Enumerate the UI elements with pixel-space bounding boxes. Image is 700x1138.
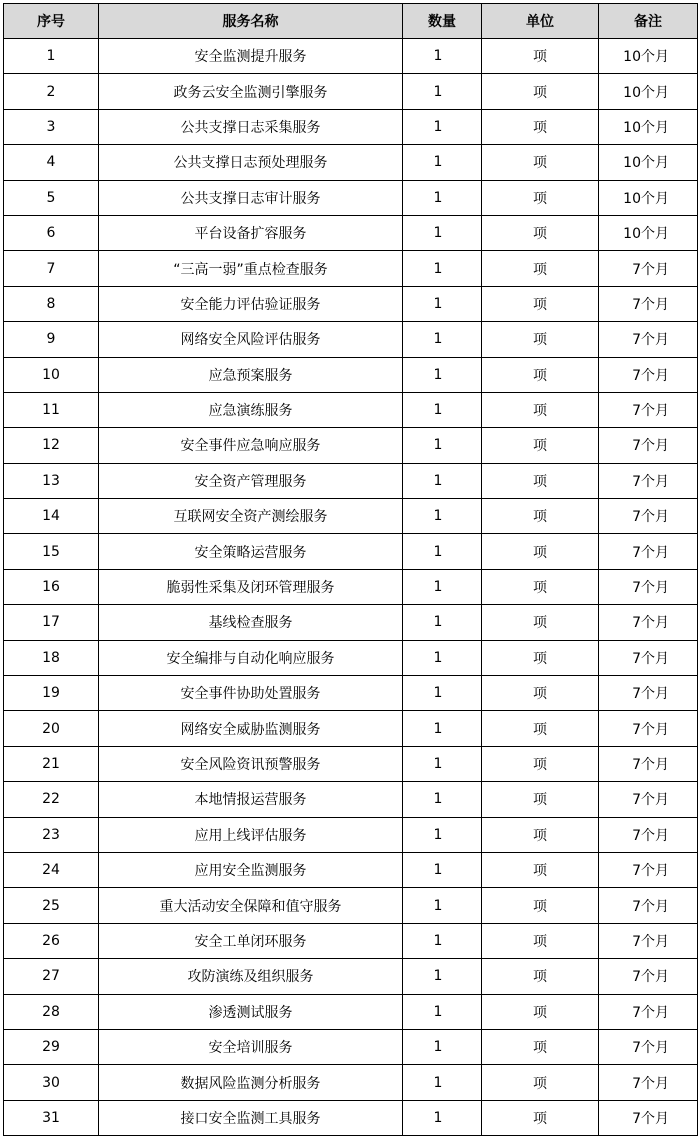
cell-quantity: 1 — [403, 1029, 482, 1064]
cell-quantity: 1 — [403, 959, 482, 994]
cell-service-name: 公共支撑日志采集服务 — [99, 109, 403, 144]
cell-service-name: 互联网安全资产测绘服务 — [99, 499, 403, 534]
cell-note: 7个月 — [599, 463, 698, 498]
cell-service-name: 政务云安全监测引擎服务 — [99, 74, 403, 109]
cell-unit: 项 — [482, 640, 599, 675]
cell-service-name: 安全工单闭环服务 — [99, 923, 403, 958]
cell-service-name: 安全事件协助处置服务 — [99, 676, 403, 711]
cell-quantity: 1 — [403, 392, 482, 427]
cell-no: 9 — [4, 322, 99, 357]
cell-quantity: 1 — [403, 923, 482, 958]
cell-unit: 项 — [482, 251, 599, 286]
cell-note: 7个月 — [599, 605, 698, 640]
cell-quantity: 1 — [403, 357, 482, 392]
cell-no: 13 — [4, 463, 99, 498]
cell-no: 5 — [4, 180, 99, 215]
cell-unit: 项 — [482, 782, 599, 817]
cell-service-name: 安全编排与自动化响应服务 — [99, 640, 403, 675]
table-row — [4, 74, 698, 109]
cell-no: 28 — [4, 994, 99, 1029]
cell-service-name: 公共支撑日志审计服务 — [99, 180, 403, 215]
cell-note: 7个月 — [599, 888, 698, 923]
table-row — [4, 39, 698, 74]
cell-no: 30 — [4, 1065, 99, 1100]
table-row — [4, 676, 698, 711]
table-row — [4, 852, 698, 887]
cell-quantity: 1 — [403, 1100, 482, 1135]
table-row — [4, 109, 698, 144]
cell-note: 7个月 — [599, 569, 698, 604]
cell-no: 1 — [4, 39, 99, 74]
cell-no: 12 — [4, 428, 99, 463]
cell-quantity: 1 — [403, 463, 482, 498]
cell-quantity: 1 — [403, 428, 482, 463]
table-row — [4, 923, 698, 958]
cell-unit: 项 — [482, 145, 599, 180]
cell-quantity: 1 — [403, 499, 482, 534]
cell-service-name: 安全监测提升服务 — [99, 39, 403, 74]
table-row — [4, 782, 698, 817]
cell-service-name: 网络安全风险评估服务 — [99, 322, 403, 357]
cell-unit: 项 — [482, 676, 599, 711]
table-row — [4, 286, 698, 321]
cell-note: 7个月 — [599, 357, 698, 392]
cell-no: 25 — [4, 888, 99, 923]
cell-unit: 项 — [482, 1065, 599, 1100]
header-qty: 数量 — [403, 4, 482, 39]
cell-unit: 项 — [482, 180, 599, 215]
cell-unit: 项 — [482, 711, 599, 746]
cell-service-name: 本地情报运营服务 — [99, 782, 403, 817]
cell-note: 7个月 — [599, 817, 698, 852]
cell-note: 7个月 — [599, 499, 698, 534]
cell-note: 7个月 — [599, 711, 698, 746]
cell-unit: 项 — [482, 357, 599, 392]
cell-unit: 项 — [482, 534, 599, 569]
cell-note: 7个月 — [599, 251, 698, 286]
cell-service-name: 公共支撑日志预处理服务 — [99, 145, 403, 180]
cell-service-name: 安全事件应急响应服务 — [99, 428, 403, 463]
cell-quantity: 1 — [403, 39, 482, 74]
cell-unit: 项 — [482, 852, 599, 887]
cell-note: 10个月 — [599, 145, 698, 180]
cell-note: 7个月 — [599, 428, 698, 463]
cell-service-name: 网络安全威胁监测服务 — [99, 711, 403, 746]
cell-no: 4 — [4, 145, 99, 180]
cell-unit: 项 — [482, 888, 599, 923]
cell-note: 7个月 — [599, 852, 698, 887]
cell-no: 15 — [4, 534, 99, 569]
cell-quantity: 1 — [403, 711, 482, 746]
cell-note: 7个月 — [599, 640, 698, 675]
cell-service-name: “三高一弱”重点检查服务 — [99, 251, 403, 286]
header-name: 服务名称 — [99, 4, 403, 39]
cell-unit: 项 — [482, 428, 599, 463]
service-table — [3, 3, 698, 1136]
cell-note: 7个月 — [599, 994, 698, 1029]
cell-unit: 项 — [482, 499, 599, 534]
table-row — [4, 605, 698, 640]
table-row — [4, 746, 698, 781]
cell-no: 18 — [4, 640, 99, 675]
cell-quantity: 1 — [403, 782, 482, 817]
table-row — [4, 180, 698, 215]
table-row — [4, 711, 698, 746]
table-row — [4, 322, 698, 357]
cell-unit: 项 — [482, 746, 599, 781]
table-row — [4, 463, 698, 498]
cell-quantity: 1 — [403, 322, 482, 357]
cell-service-name: 应急演练服务 — [99, 392, 403, 427]
cell-no: 26 — [4, 923, 99, 958]
cell-note: 10个月 — [599, 74, 698, 109]
cell-service-name: 应急预案服务 — [99, 357, 403, 392]
table-row — [4, 534, 698, 569]
cell-service-name: 应用上线评估服务 — [99, 817, 403, 852]
cell-service-name: 渗透测试服务 — [99, 994, 403, 1029]
table-row — [4, 215, 698, 250]
cell-quantity: 1 — [403, 1065, 482, 1100]
cell-no: 29 — [4, 1029, 99, 1064]
cell-unit: 项 — [482, 569, 599, 604]
cell-no: 21 — [4, 746, 99, 781]
cell-no: 11 — [4, 392, 99, 427]
cell-note: 7个月 — [599, 534, 698, 569]
header-row — [4, 4, 698, 39]
cell-note: 7个月 — [599, 746, 698, 781]
table-row — [4, 392, 698, 427]
cell-service-name: 安全策略运营服务 — [99, 534, 403, 569]
cell-unit: 项 — [482, 109, 599, 144]
cell-no: 2 — [4, 74, 99, 109]
cell-service-name: 基线检查服务 — [99, 605, 403, 640]
cell-note: 7个月 — [599, 392, 698, 427]
table-row — [4, 994, 698, 1029]
cell-note: 7个月 — [599, 923, 698, 958]
cell-service-name: 安全风险资讯预警服务 — [99, 746, 403, 781]
table-row — [4, 499, 698, 534]
table-row — [4, 357, 698, 392]
table-row — [4, 959, 698, 994]
cell-unit: 项 — [482, 959, 599, 994]
table-row — [4, 251, 698, 286]
cell-quantity: 1 — [403, 888, 482, 923]
cell-quantity: 1 — [403, 817, 482, 852]
cell-no: 10 — [4, 357, 99, 392]
cell-unit: 项 — [482, 605, 599, 640]
cell-unit: 项 — [482, 215, 599, 250]
cell-quantity: 1 — [403, 286, 482, 321]
table-row — [4, 817, 698, 852]
cell-no: 23 — [4, 817, 99, 852]
cell-quantity: 1 — [403, 251, 482, 286]
cell-note: 7个月 — [599, 1065, 698, 1100]
table-row — [4, 145, 698, 180]
cell-no: 3 — [4, 109, 99, 144]
table-row — [4, 888, 698, 923]
cell-unit: 项 — [482, 322, 599, 357]
cell-quantity: 1 — [403, 534, 482, 569]
cell-quantity: 1 — [403, 569, 482, 604]
cell-quantity: 1 — [403, 74, 482, 109]
cell-note: 10个月 — [599, 109, 698, 144]
table-row — [4, 1100, 698, 1135]
table-row — [4, 569, 698, 604]
cell-note: 7个月 — [599, 959, 698, 994]
cell-no: 17 — [4, 605, 99, 640]
cell-no: 14 — [4, 499, 99, 534]
table-header — [4, 4, 698, 39]
cell-unit: 项 — [482, 286, 599, 321]
cell-unit: 项 — [482, 39, 599, 74]
cell-service-name: 接口安全监测工具服务 — [99, 1100, 403, 1135]
cell-no: 19 — [4, 676, 99, 711]
cell-no: 27 — [4, 959, 99, 994]
cell-note: 7个月 — [599, 1100, 698, 1135]
cell-quantity: 1 — [403, 746, 482, 781]
cell-service-name: 安全能力评估验证服务 — [99, 286, 403, 321]
table-body — [4, 39, 698, 1136]
cell-no: 24 — [4, 852, 99, 887]
cell-unit: 项 — [482, 74, 599, 109]
cell-service-name: 应用安全监测服务 — [99, 852, 403, 887]
cell-no: 20 — [4, 711, 99, 746]
cell-unit: 项 — [482, 923, 599, 958]
cell-unit: 项 — [482, 1029, 599, 1064]
cell-service-name: 攻防演练及组织服务 — [99, 959, 403, 994]
cell-service-name: 数据风险监测分析服务 — [99, 1065, 403, 1100]
cell-note: 10个月 — [599, 215, 698, 250]
cell-no: 8 — [4, 286, 99, 321]
header-no: 序号 — [4, 4, 99, 39]
cell-no: 6 — [4, 215, 99, 250]
cell-service-name: 脆弱性采集及闭环管理服务 — [99, 569, 403, 604]
table-row — [4, 428, 698, 463]
cell-unit: 项 — [482, 463, 599, 498]
header-note: 备注 — [599, 4, 698, 39]
cell-note: 10个月 — [599, 39, 698, 74]
cell-quantity: 1 — [403, 215, 482, 250]
cell-quantity: 1 — [403, 605, 482, 640]
cell-service-name: 重大活动安全保障和值守服务 — [99, 888, 403, 923]
cell-unit: 项 — [482, 994, 599, 1029]
cell-note: 7个月 — [599, 322, 698, 357]
cell-unit: 项 — [482, 817, 599, 852]
cell-quantity: 1 — [403, 994, 482, 1029]
cell-unit: 项 — [482, 1100, 599, 1135]
cell-quantity: 1 — [403, 145, 482, 180]
cell-no: 16 — [4, 569, 99, 604]
cell-no: 31 — [4, 1100, 99, 1135]
cell-quantity: 1 — [403, 180, 482, 215]
cell-service-name: 平台设备扩容服务 — [99, 215, 403, 250]
cell-service-name: 安全资产管理服务 — [99, 463, 403, 498]
cell-no: 22 — [4, 782, 99, 817]
cell-no: 7 — [4, 251, 99, 286]
cell-note: 7个月 — [599, 1029, 698, 1064]
cell-note: 7个月 — [599, 676, 698, 711]
cell-quantity: 1 — [403, 676, 482, 711]
cell-note: 7个月 — [599, 286, 698, 321]
table-row — [4, 640, 698, 675]
cell-quantity: 1 — [403, 109, 482, 144]
cell-quantity: 1 — [403, 852, 482, 887]
cell-note: 7个月 — [599, 782, 698, 817]
cell-service-name: 安全培训服务 — [99, 1029, 403, 1064]
table-row — [4, 1029, 698, 1064]
header-unit: 单位 — [482, 4, 599, 39]
cell-unit: 项 — [482, 392, 599, 427]
cell-note: 10个月 — [599, 180, 698, 215]
table-row — [4, 1065, 698, 1100]
cell-quantity: 1 — [403, 640, 482, 675]
